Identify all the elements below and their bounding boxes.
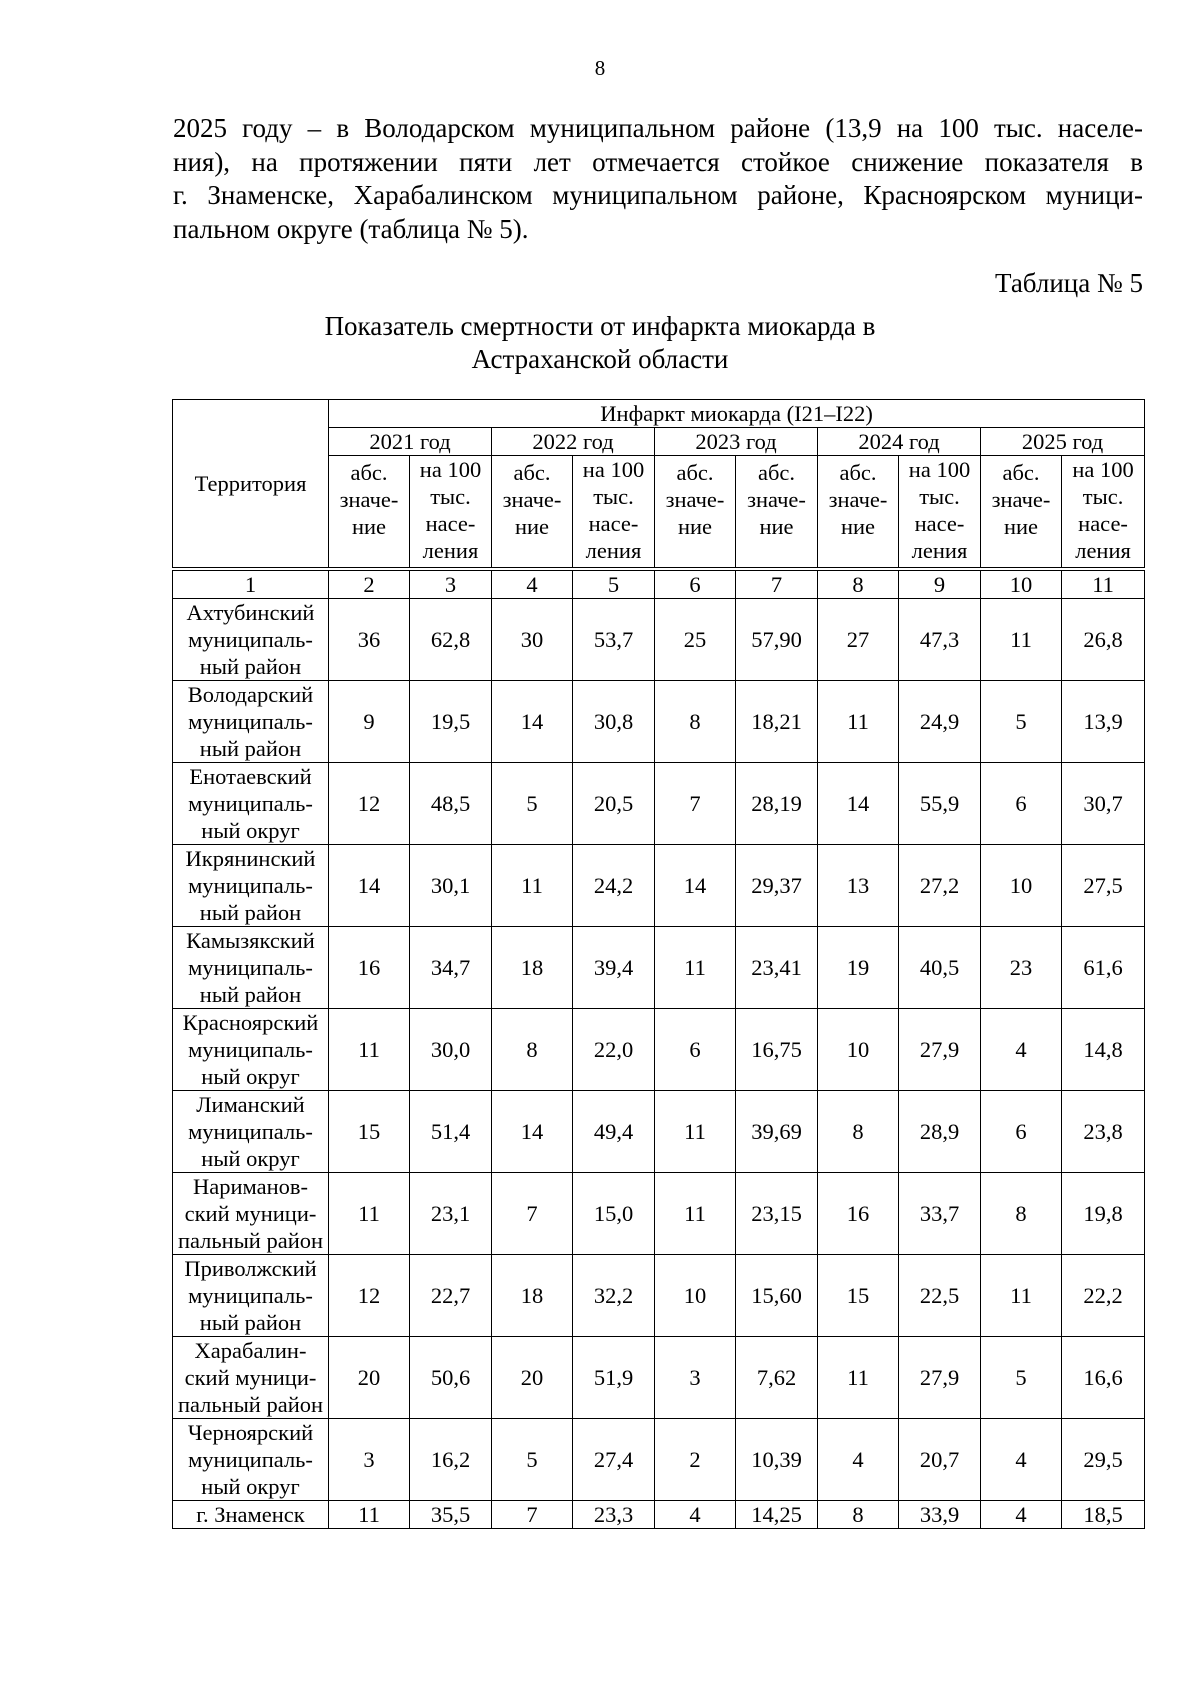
- header-sub-line: абс.: [1002, 460, 1040, 485]
- territory-name-line: ный округ: [201, 1063, 300, 1089]
- territory-name-line: Приволжский: [184, 1255, 317, 1281]
- rate-value-cell: 26,8: [1062, 598, 1145, 680]
- territory-name: [173, 1500, 329, 1528]
- header-sub-line: ления: [911, 538, 968, 563]
- header-year: 2024 год: [818, 428, 981, 456]
- header-sub-line: насе-: [914, 511, 965, 536]
- rate-value-cell: 30,0: [410, 1008, 492, 1090]
- header-sub-line: тыс.: [430, 484, 471, 509]
- rate-value-cell: 30,7: [1062, 762, 1145, 844]
- rate-value-cell: 40,5: [899, 926, 981, 1008]
- rate-value-cell: 48,5: [410, 762, 492, 844]
- header-sub-line: на 100: [1072, 457, 1134, 482]
- territory-name-line: муниципаль-: [188, 1282, 313, 1308]
- header-sub-line: значе-: [665, 487, 725, 512]
- rate-value-cell: 16,2: [410, 1418, 492, 1500]
- table-row: [173, 926, 1145, 1008]
- header-territory: [173, 400, 329, 569]
- rate-value-cell: 20,5: [573, 762, 655, 844]
- table-body: [173, 400, 1145, 1529]
- territory-name-line: Черноярский: [187, 1419, 314, 1445]
- abs-value-cell: 7: [492, 1172, 573, 1254]
- header-sub-line: ления: [1075, 538, 1131, 563]
- header-sub-line: насе-: [588, 511, 639, 536]
- abs-value-cell: 11: [329, 1172, 410, 1254]
- table-row: [173, 1418, 1145, 1500]
- territory-name-line: Икрянинский: [185, 845, 316, 871]
- column-number: 1: [173, 569, 329, 599]
- header-sub-line: значе-: [339, 487, 399, 512]
- territory-name-line: Енотаевский: [189, 763, 312, 789]
- territory-name-line: муниципаль-: [188, 708, 313, 734]
- abs-value-cell: 15: [818, 1254, 899, 1336]
- rate-value-cell: 27,4: [573, 1418, 655, 1500]
- header-abs-value: [736, 456, 818, 569]
- header-sub-line: тыс.: [919, 484, 960, 509]
- rate-value-cell: 35,5: [410, 1500, 492, 1528]
- rate-value-cell: 14,25: [736, 1500, 818, 1528]
- rate-value-cell: 7,62: [736, 1336, 818, 1418]
- table-row: [173, 1500, 1145, 1528]
- abs-value-cell: 4: [981, 1008, 1062, 1090]
- abs-value-cell: 11: [981, 1254, 1062, 1336]
- header-sub-line: на 100: [419, 457, 482, 482]
- abs-value-cell: 5: [981, 1336, 1062, 1418]
- header-row-group: [173, 400, 1145, 428]
- header-sub-line: абс.: [676, 460, 714, 485]
- territory-name: [173, 1172, 329, 1254]
- rate-value-cell: 27,9: [899, 1336, 981, 1418]
- abs-value-cell: 3: [655, 1336, 736, 1418]
- header-sub-line: ние: [759, 514, 794, 539]
- rate-value-cell: 57,90: [736, 598, 818, 680]
- abs-value-cell: 7: [655, 762, 736, 844]
- territory-name-line: муниципаль-: [188, 626, 313, 652]
- header-year: 2025 год: [981, 428, 1145, 456]
- rate-value-cell: 27,9: [899, 1008, 981, 1090]
- territory-name-line: пальный район: [177, 1391, 324, 1417]
- territory-name: [173, 1336, 329, 1418]
- abs-value-cell: 18: [492, 1254, 573, 1336]
- rate-value-cell: 28,19: [736, 762, 818, 844]
- header-sub-line: ления: [422, 538, 479, 563]
- territory-name-line: муниципаль-: [188, 1036, 313, 1062]
- header-sub-line: на 100: [582, 457, 645, 482]
- abs-value-cell: 4: [818, 1418, 899, 1500]
- column-number: 11: [1062, 569, 1145, 599]
- rate-value-cell: 24,9: [899, 680, 981, 762]
- territory-name: [173, 844, 329, 926]
- header-territory-label: Территория: [194, 470, 307, 496]
- abs-value-cell: 16: [818, 1172, 899, 1254]
- caption-line: Астраханской области: [471, 344, 729, 374]
- rate-value-cell: 51,4: [410, 1090, 492, 1172]
- header-sub-line: ления: [585, 538, 642, 563]
- rate-value-cell: 30,8: [573, 680, 655, 762]
- rate-value-cell: 18,21: [736, 680, 818, 762]
- rate-value-cell: 23,1: [410, 1172, 492, 1254]
- header-sub-line: значе-: [502, 487, 562, 512]
- territory-name: [173, 598, 329, 680]
- table-row: [173, 762, 1145, 844]
- territory-name-line: Лиманский: [196, 1091, 305, 1117]
- abs-value-cell: 23: [981, 926, 1062, 1008]
- header-sub-line: ние: [677, 514, 713, 539]
- abs-value-cell: 8: [492, 1008, 573, 1090]
- rate-value-cell: 23,41: [736, 926, 818, 1008]
- rate-value-cell: 34,7: [410, 926, 492, 1008]
- header-year: 2022 год: [492, 428, 655, 456]
- rate-value-cell: 19,8: [1062, 1172, 1145, 1254]
- header-rate-per-100k: [573, 456, 655, 569]
- rate-value-cell: 62,8: [410, 598, 492, 680]
- header-sub-line: насе-: [1078, 511, 1128, 536]
- header-sub-line: абс.: [757, 460, 796, 485]
- rate-value-cell: 32,2: [573, 1254, 655, 1336]
- header-abs-value: [492, 456, 573, 569]
- rate-value-cell: 24,2: [573, 844, 655, 926]
- mortality-table: [172, 399, 1145, 1529]
- abs-value-cell: 20: [329, 1336, 410, 1418]
- abs-value-cell: 12: [329, 762, 410, 844]
- territory-name: [173, 680, 329, 762]
- header-sub-line: значе-: [747, 487, 806, 512]
- header-abs-value: [818, 456, 899, 569]
- abs-value-cell: 6: [981, 1090, 1062, 1172]
- abs-value-cell: 5: [492, 762, 573, 844]
- column-number: 5: [573, 569, 655, 599]
- abs-value-cell: 11: [492, 844, 573, 926]
- territory-name: [173, 762, 329, 844]
- body-paragraph: [173, 112, 1143, 246]
- header-abs-value: [329, 456, 410, 569]
- abs-value-cell: 11: [981, 598, 1062, 680]
- rate-value-cell: 55,9: [899, 762, 981, 844]
- paragraph-line: ния), на протяжении пяти лет отмечается стойкое снижение показателя в: [173, 146, 1143, 177]
- header-sub-line: ние: [1003, 514, 1039, 539]
- column-number: 8: [818, 569, 899, 599]
- abs-value-cell: 16: [329, 926, 410, 1008]
- table-row: [173, 1008, 1145, 1090]
- abs-value-cell: 36: [329, 598, 410, 680]
- paragraph-line: пальном округе (таблица № 5).: [173, 213, 529, 244]
- header-sub-line: абс.: [350, 460, 388, 485]
- abs-value-cell: 27: [818, 598, 899, 680]
- rate-value-cell: 51,9: [573, 1336, 655, 1418]
- abs-value-cell: 8: [818, 1090, 899, 1172]
- table-row: [173, 844, 1145, 926]
- rate-value-cell: 61,6: [1062, 926, 1145, 1008]
- rate-value-cell: 33,9: [899, 1500, 981, 1528]
- territory-name-line: Красноярский: [182, 1009, 319, 1035]
- header-abs-value: [655, 456, 736, 569]
- header-sub-line: на 100: [908, 457, 971, 482]
- abs-value-cell: 14: [655, 844, 736, 926]
- abs-value-cell: 7: [492, 1500, 573, 1528]
- header-sub-line: ние: [514, 514, 550, 539]
- territory-name-line: ный район: [199, 735, 302, 761]
- territory-name-line: муниципаль-: [188, 954, 313, 980]
- column-number: 3: [410, 569, 492, 599]
- paragraph-line: 2025 году – в Володарском муниципальном районе (13,9 на 100 тыс. населе-: [173, 113, 1143, 143]
- abs-value-cell: 11: [818, 1336, 899, 1418]
- abs-value-cell: 14: [492, 680, 573, 762]
- header-rate-per-100k: [410, 456, 492, 569]
- header-rate-per-100k: [899, 456, 981, 569]
- header-sub-line: насе-: [425, 511, 476, 536]
- abs-value-cell: 14: [329, 844, 410, 926]
- rate-value-cell: 16,6: [1062, 1336, 1145, 1418]
- page-number: 8: [594, 56, 606, 80]
- header-abs-value: [981, 456, 1062, 569]
- rate-value-cell: 15,0: [573, 1172, 655, 1254]
- abs-value-cell: 4: [981, 1418, 1062, 1500]
- abs-value-cell: 12: [329, 1254, 410, 1336]
- territory-name-line: ный округ: [201, 817, 300, 843]
- abs-value-cell: 4: [981, 1500, 1062, 1528]
- territory-name-line: Володарский: [187, 681, 314, 707]
- abs-value-cell: 6: [655, 1008, 736, 1090]
- header-sub-line: ние: [840, 514, 876, 539]
- abs-value-cell: 4: [655, 1500, 736, 1528]
- header-year: 2023 год: [655, 428, 818, 456]
- territory-name-line: Ахтубинский: [186, 599, 315, 625]
- rate-value-cell: 22,0: [573, 1008, 655, 1090]
- rate-value-cell: 47,3: [899, 598, 981, 680]
- territory-name-line: ный район: [199, 981, 302, 1007]
- header-group: Инфаркт миокарда (I21–I22): [329, 400, 1145, 428]
- territory-name-line: Харабалин-: [194, 1337, 307, 1363]
- rate-value-cell: 19,5: [410, 680, 492, 762]
- abs-value-cell: 10: [655, 1254, 736, 1336]
- abs-value-cell: 11: [329, 1008, 410, 1090]
- rate-value-cell: 39,69: [736, 1090, 818, 1172]
- abs-value-cell: 11: [818, 680, 899, 762]
- abs-value-cell: 8: [818, 1500, 899, 1528]
- abs-value-cell: 2: [655, 1418, 736, 1500]
- rate-value-cell: 39,4: [573, 926, 655, 1008]
- column-number: 7: [736, 569, 818, 599]
- header-sub-line: абс.: [513, 460, 551, 485]
- column-number: 2: [329, 569, 410, 599]
- rate-value-cell: 20,7: [899, 1418, 981, 1500]
- rate-value-cell: 53,7: [573, 598, 655, 680]
- abs-value-cell: 13: [818, 844, 899, 926]
- rate-value-cell: 22,2: [1062, 1254, 1145, 1336]
- rate-value-cell: 18,5: [1062, 1500, 1145, 1528]
- abs-value-cell: 19: [818, 926, 899, 1008]
- territory-name-line: ный район: [199, 653, 302, 679]
- abs-value-cell: 30: [492, 598, 573, 680]
- abs-value-cell: 9: [329, 680, 410, 762]
- abs-value-cell: 10: [818, 1008, 899, 1090]
- territory-name-line: ский муници-: [184, 1364, 317, 1390]
- rate-value-cell: 14,8: [1062, 1008, 1145, 1090]
- rate-value-cell: 22,7: [410, 1254, 492, 1336]
- table-row: [173, 1090, 1145, 1172]
- column-number-row: [173, 569, 1145, 599]
- territory-name-line: ный район: [199, 899, 302, 925]
- abs-value-cell: 25: [655, 598, 736, 680]
- table-row: [173, 598, 1145, 680]
- territory-name-line: ный район: [199, 1309, 302, 1335]
- rate-value-cell: 29,37: [736, 844, 818, 926]
- abs-value-cell: 11: [655, 1090, 736, 1172]
- rate-value-cell: 23,8: [1062, 1090, 1145, 1172]
- rate-value-cell: 15,60: [736, 1254, 818, 1336]
- rate-value-cell: 22,5: [899, 1254, 981, 1336]
- table-row: [173, 1254, 1145, 1336]
- abs-value-cell: 5: [981, 680, 1062, 762]
- header-sub-line: тыс.: [593, 484, 634, 509]
- abs-value-cell: 11: [329, 1500, 410, 1528]
- rate-value-cell: 33,7: [899, 1172, 981, 1254]
- rate-value-cell: 30,1: [410, 844, 492, 926]
- territory-name-line: муниципаль-: [188, 872, 313, 898]
- territory-name: [173, 1254, 329, 1336]
- rate-value-cell: 23,15: [736, 1172, 818, 1254]
- header-rate-per-100k: [1062, 456, 1145, 569]
- rate-value-cell: 13,9: [1062, 680, 1145, 762]
- table-label: Таблица № 5: [995, 268, 1143, 298]
- territory-name-line: ский муници-: [184, 1200, 317, 1226]
- territory-name-line: ный округ: [201, 1473, 300, 1499]
- rate-value-cell: 29,5: [1062, 1418, 1145, 1500]
- abs-value-cell: 15: [329, 1090, 410, 1172]
- rate-value-cell: 28,9: [899, 1090, 981, 1172]
- header-year: 2021 год: [329, 428, 492, 456]
- column-number: 9: [899, 569, 981, 599]
- table-row: [173, 1336, 1145, 1418]
- abs-value-cell: 8: [981, 1172, 1062, 1254]
- header-sub-line: ние: [351, 514, 387, 539]
- territory-name-line: муниципаль-: [188, 790, 313, 816]
- abs-value-cell: 3: [329, 1418, 410, 1500]
- column-number: 4: [492, 569, 573, 599]
- territory-name: [173, 1418, 329, 1500]
- column-number: 6: [655, 569, 736, 599]
- column-number: 10: [981, 569, 1062, 599]
- territory-name-line: муниципаль-: [188, 1446, 313, 1472]
- territory-name-line: г. Знаменск: [196, 1501, 305, 1527]
- caption-line: Показатель смертности от инфаркта миокарда в: [324, 311, 876, 341]
- header-sub-line: значе-: [991, 487, 1051, 512]
- table-row: [173, 680, 1145, 762]
- abs-value-cell: 18: [492, 926, 573, 1008]
- abs-value-cell: 11: [655, 926, 736, 1008]
- territory-name-line: Камызякский: [186, 927, 315, 953]
- table-row: [173, 1172, 1145, 1254]
- abs-value-cell: 14: [818, 762, 899, 844]
- territory-name: [173, 1090, 329, 1172]
- header-sub-line: значе-: [828, 487, 888, 512]
- territory-name-line: пальный район: [177, 1227, 324, 1253]
- rate-value-cell: 49,4: [573, 1090, 655, 1172]
- rate-value-cell: 23,3: [573, 1500, 655, 1528]
- abs-value-cell: 10: [981, 844, 1062, 926]
- abs-value-cell: 5: [492, 1418, 573, 1500]
- territory-name-line: Нариманов-: [192, 1173, 308, 1199]
- table-caption: [250, 310, 950, 376]
- header-sub-line: тыс.: [1082, 484, 1124, 509]
- territory-name-line: ный округ: [201, 1145, 300, 1171]
- abs-value-cell: 6: [981, 762, 1062, 844]
- rate-value-cell: 50,6: [410, 1336, 492, 1418]
- abs-value-cell: 11: [655, 1172, 736, 1254]
- rate-value-cell: 16,75: [736, 1008, 818, 1090]
- rate-value-cell: 27,2: [899, 844, 981, 926]
- abs-value-cell: 14: [492, 1090, 573, 1172]
- rate-value-cell: 10,39: [736, 1418, 818, 1500]
- territory-name-line: муниципаль-: [188, 1118, 313, 1144]
- rate-value-cell: 27,5: [1062, 844, 1145, 926]
- abs-value-cell: 20: [492, 1336, 573, 1418]
- territory-name: [173, 1008, 329, 1090]
- territory-name: [173, 926, 329, 1008]
- paragraph-line: г. Знаменске, Харабалинском муниципальном районе, Красноярском муници-: [173, 180, 1143, 210]
- abs-value-cell: 8: [655, 680, 736, 762]
- header-sub-line: абс.: [839, 460, 877, 485]
